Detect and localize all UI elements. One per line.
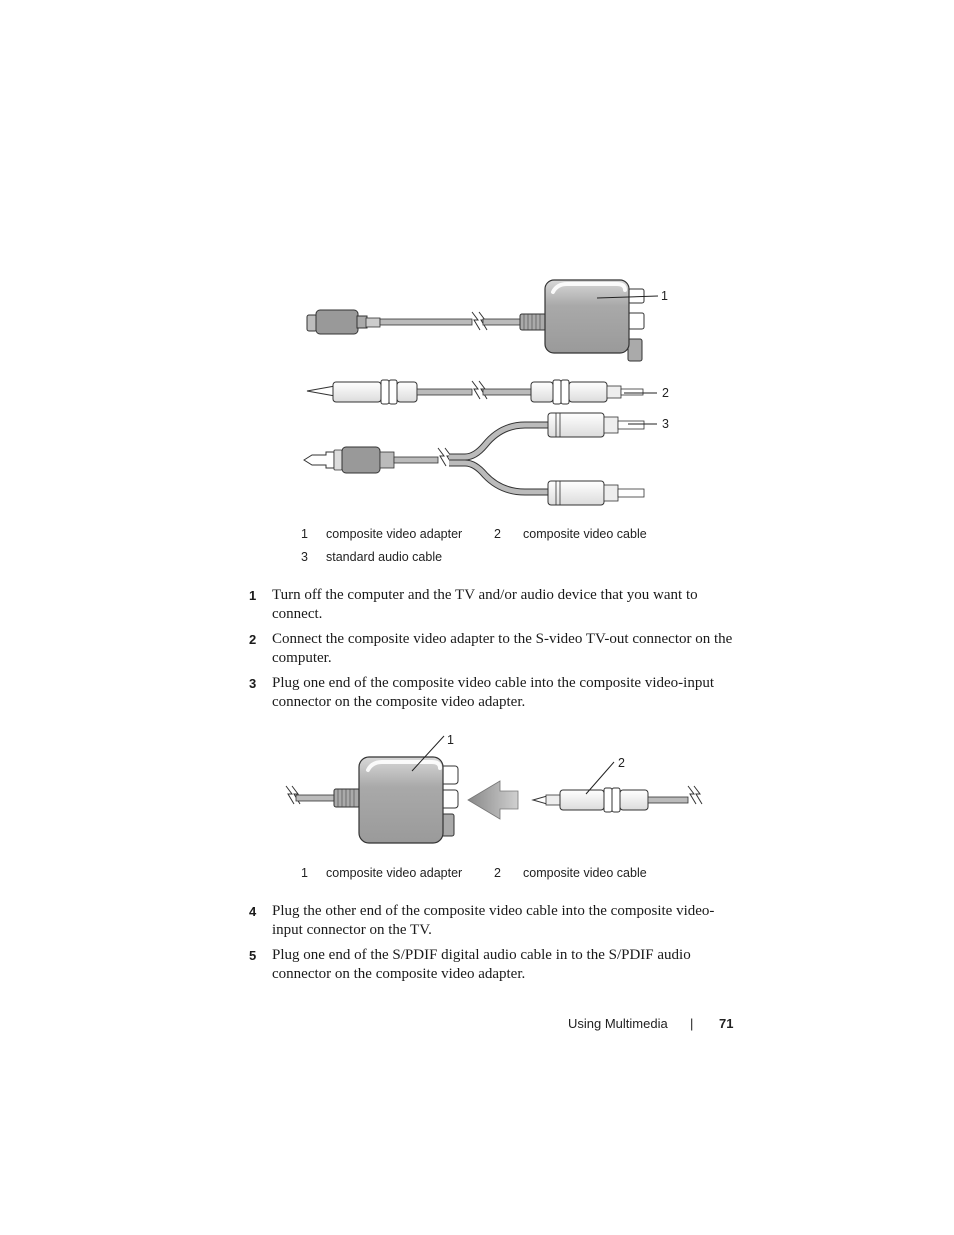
- step-text: Plug one end of the S/PDIF digital audio cable in to the S/PDIF audio connector on the composite video adapter.: [272, 947, 691, 982]
- step-number: 3: [249, 676, 257, 691]
- step-text: Plug the other end of the composite video cable into the composite video-input connector on the TV.: [272, 903, 715, 938]
- legend-label: composite video cable: [523, 866, 647, 880]
- page-number: 71: [719, 1016, 734, 1031]
- step-number: 1: [249, 588, 257, 603]
- standard-audio-cable-illustration: [304, 413, 644, 505]
- step-number: 2: [249, 632, 257, 647]
- step-number: 5: [249, 948, 257, 963]
- legend-label: composite video adapter: [326, 866, 463, 880]
- callout-3: 3: [662, 417, 669, 431]
- callout-1: 1: [661, 289, 668, 303]
- composite-video-cable-illustration: [533, 786, 702, 812]
- step-text: Connect the composite video adapter to the S-video TV-out connector on the computer.: [272, 631, 733, 666]
- callout-2: 2: [618, 756, 625, 770]
- legend-label: composite video adapter: [326, 527, 463, 541]
- figure-2-connection-illustration: [280, 730, 710, 850]
- callout-1: 1: [447, 733, 454, 747]
- legend-label: composite video cable: [523, 527, 647, 541]
- footer-separator: |: [690, 1016, 694, 1031]
- footer-section-title: Using Multimedia: [568, 1016, 668, 1031]
- legend-number: 3: [301, 550, 308, 564]
- composite-video-cable-illustration: [307, 380, 643, 404]
- legend-label: standard audio cable: [326, 550, 443, 564]
- step-text: Turn off the computer and the TV and/or audio device that you want to connect.: [272, 587, 698, 622]
- arrow-icon: [468, 781, 518, 819]
- callout-2: 2: [662, 386, 669, 400]
- legend-number: 2: [494, 866, 501, 880]
- figure-1-cables-illustration: [290, 270, 690, 510]
- composite-video-adapter-illustration: [286, 757, 458, 843]
- legend-number: 1: [301, 527, 308, 541]
- step-number: 4: [249, 904, 257, 919]
- composite-video-adapter-illustration: [307, 280, 644, 361]
- step-text: Plug one end of the composite video cable into the composite video-input connector on the composite video adapter.: [272, 675, 714, 710]
- legend-number: 2: [494, 527, 501, 541]
- legend-number: 1: [301, 866, 308, 880]
